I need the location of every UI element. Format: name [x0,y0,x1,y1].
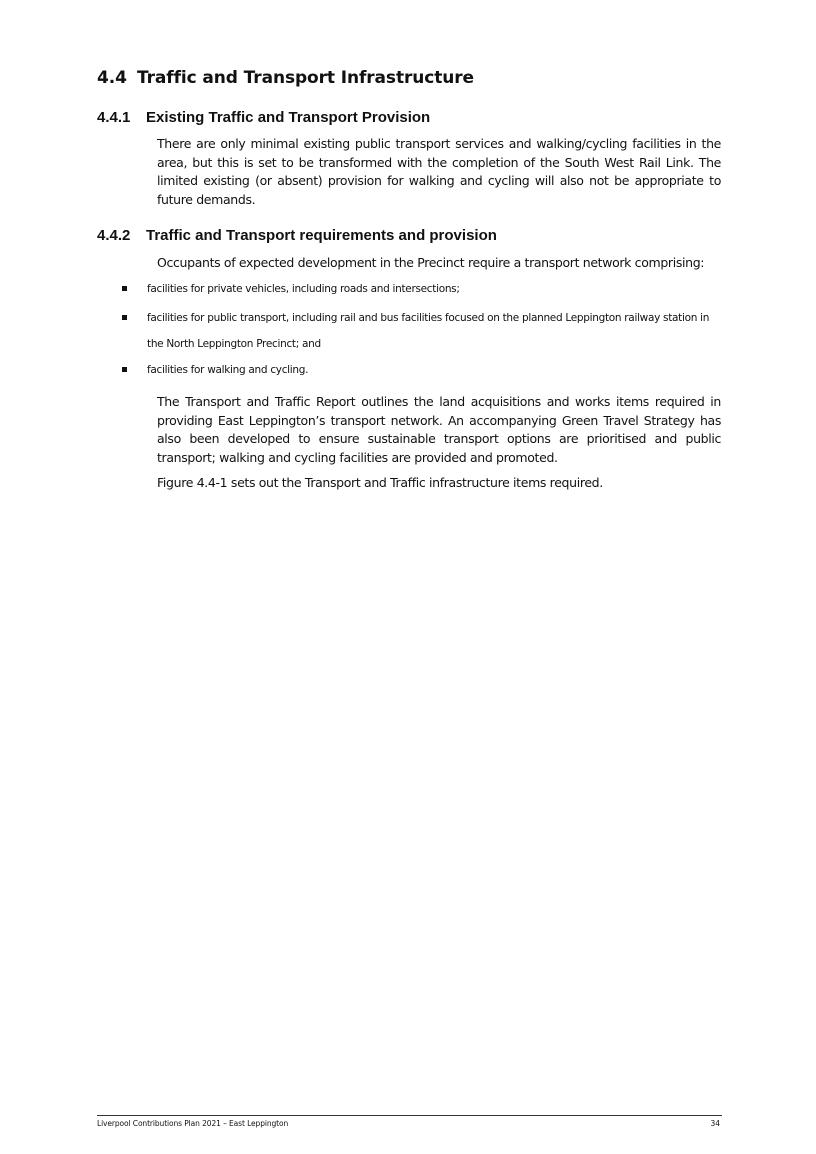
square-bullet-icon [122,315,127,320]
subsection-heading-requirements [97,227,497,244]
transport-report-paragraph: The Transport and Traffic Report outlines the land acquisitions and works items required in providing East Leppington’s transport network. An accompanying Green Travel Strategy has also been developed to ensure sustainable transport options are prioritised and public transport; walking and cycling facilities are provided and promoted. [157,394,721,465]
subsection-number: 4.4.2 [97,227,131,244]
list-item-text: facilities for public transport, including rail and bus facilities focused on the planned Leppington railway station in the North Leppington Precinct; and [147,312,710,350]
list-item-text: facilities for private vehicles, including roads and intersections; [147,283,460,295]
section-number: 4.4 [97,68,127,88]
square-bullet-icon [122,367,127,372]
figure-reference-paragraph: Figure 4.4-1 sets out the Transport and Traffic infrastructure items required. [157,475,603,490]
section-title: Traffic and Transport Infrastructure [137,68,474,88]
square-bullet-icon [122,286,127,291]
requirements-intro: Occupants of expected development in the Precinct require a transport network comprising: [157,255,705,270]
existing-provision-paragraph: There are only minimal existing public transport services and walking/cycling facilities in the area, but this is set to be transformed with the completion of the South West Rail Link. The limited existing (or absent) provision for walking and cycling will also not be appropriate to future demands. [157,136,721,207]
footer-divider [97,1115,722,1116]
subsection-number: 4.4.1 [97,109,131,126]
subsection-title: Existing Traffic and Transport Provision [146,109,431,126]
list-item-text: facilities for walking and cycling. [147,364,309,376]
subsection-title: Traffic and Transport requirements and provision [146,227,497,244]
footer-page-number: 34 [710,1119,720,1128]
footer-document-title: Liverpool Contributions Plan 2021 – East Leppington [97,1119,289,1128]
subsection-heading-existing-provision [97,109,430,126]
section-heading [97,68,474,88]
